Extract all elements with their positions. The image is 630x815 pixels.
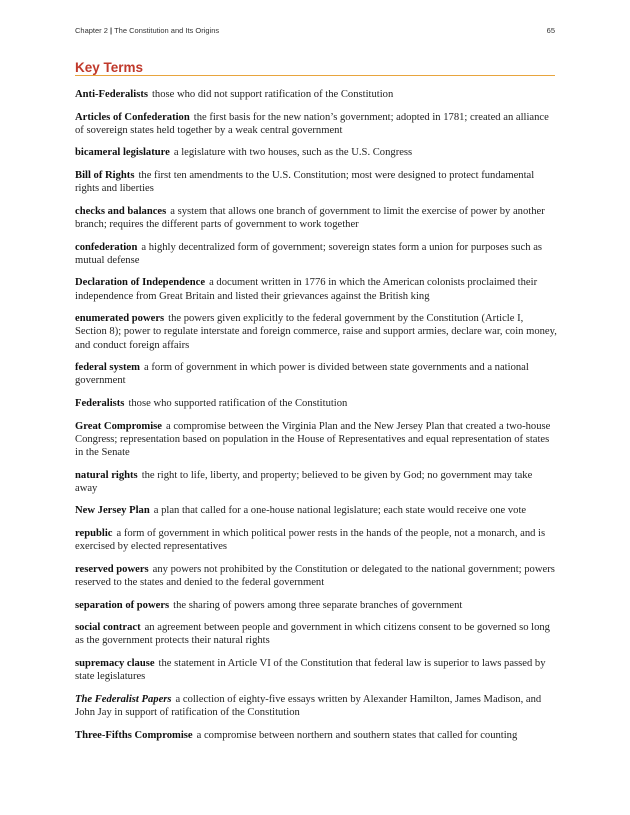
term-definition: the powers given explicitly to the federal government by the Constitution (Article I, Section 8); power to regulate interstate and foreign commerce, raise and support armies, declare war, coin money, and conduct foreign affairs [75,313,557,351]
header-separator: | [110,26,113,35]
term-entry [75,693,557,719]
term-entry [75,205,557,231]
term-name: social contract [75,622,141,634]
term-definition: those who supported ratification of the Constitution [128,397,348,409]
term-definition: a document written in 1776 in which the American colonists proclaimed their independence from Great Britain and listed their grievances against the British king [75,277,538,302]
key-terms-list [75,88,557,751]
term-entry [75,504,557,517]
term-entry [75,397,557,410]
term-definition: an agreement between people and government in which citizens consent to be governed so long as the government protects their natural rights [75,622,550,647]
term-definition: those who did not support ratification of the Constitution [151,89,394,100]
term-entry [75,621,557,647]
term-entry [75,563,557,589]
term-entry [75,312,557,352]
page-number: 65 [546,26,555,35]
term-definition: the first basis for the new nation’s government; adopted in 1781; created an alliance of sovereign states held together by a weak central government [75,111,549,136]
term-name: New Jersey Plan [75,505,150,517]
term-definition: the sharing of powers among three separate branches of government [173,599,463,611]
term-definition: the first ten amendments to the U.S. Constitution; most were designed to protect fundamental rights and liberties [75,169,535,195]
term-name: confederation [75,241,138,253]
term-entry [75,88,557,101]
term-name: Articles of Confederation [75,111,190,123]
term-name: checks and balances [75,205,167,217]
term-name: supremacy clause [75,657,155,669]
chapter-label: Chapter 2 [75,26,108,35]
term-entry [75,241,557,267]
term-entry [75,111,557,137]
term-entry [75,469,557,495]
term-name: Federalists [75,397,125,409]
term-name: Anti-Federalists [75,89,148,100]
term-name: The Federalist Papers [75,693,172,705]
term-definition: a form of government in which power is divided between state governments and a national government [75,362,529,387]
section-title: Key Terms [75,60,144,75]
term-definition: a compromise between the Virginia Plan and the New Jersey Plan that created a two-house Congress; representation based on population in the House of Representatives and equal representation of states in the Senate [75,420,551,458]
term-name: natural rights [75,469,138,481]
term-definition: a collection of eighty-five essays written by Alexander Hamilton, James Madison, and John Jay in support of ratification of the Constitution [75,693,542,718]
chapter-title: The Constitution and Its Origins [114,26,220,35]
term-name: reserved powers [75,563,149,575]
term-name: Declaration of Independence [75,277,206,289]
term-name: separation of powers [75,599,170,611]
running-head [75,26,219,35]
term-name: enumerated powers [75,313,165,325]
term-definition: a system that allows one branch of government to limit the exercise of power by another branch; requires the different parts of government to work together [75,205,545,230]
term-definition: a highly decentralized form of government; sovereign states form a union for purposes such as mutual defense [75,241,543,266]
term-name: republic [75,527,113,539]
term-definition: a compromise between northern and southern states that called for counting [196,729,518,741]
term-name: federal system [75,362,141,374]
term-name: Great Compromise [75,420,162,432]
term-entry [75,146,557,159]
term-name: Three-Fifths Compromise [75,729,193,741]
term-name: Bill of Rights [75,169,135,181]
term-definition: any powers not prohibited by the Constitution or delegated to the national government; powers reserved to the states and denied to the federal government [75,563,555,588]
term-entry [75,420,557,460]
term-definition: a legislature with two houses, such as the U.S. Congress [173,147,413,159]
page-header [75,26,555,40]
term-entry [75,169,557,195]
term-definition: the right to life, liberty, and property; believed to be given by God; no government may take away [75,469,533,494]
term-entry [75,276,557,302]
term-entry [75,657,557,683]
term-entry [75,599,557,612]
term-definition: a plan that called for a one-house national legislature; each state would receive one vote [153,505,527,517]
section-divider [75,75,555,76]
term-entry [75,527,557,553]
term-definition: the statement in Article VI of the Constitution that federal law is superior to laws passed by state legislatures [75,657,546,683]
term-definition: a form of government in which political power rests in the hands of the people, not a monarch, and is exercised by elected representatives [75,527,546,553]
term-name: bicameral legislature [75,147,170,159]
term-entry [75,361,557,387]
term-entry [75,729,557,742]
